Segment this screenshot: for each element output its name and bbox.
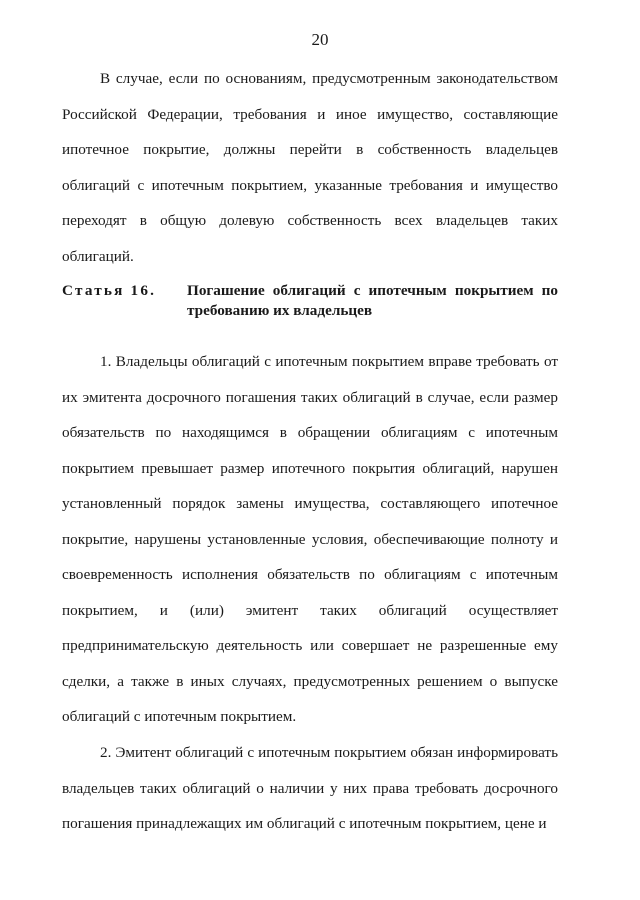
paragraph-common-ownership: В случае, если по основаниям, предусмотренным законодательством Российской Федерации, требования и иное имущество, составляющие ипотечное покрытие, должны перейти в собственность владельцев облигаций с ипотечным покрытием, указанные требования и имущество переходят в общую долевую собственность всех владельцев таких облигаций. bbox=[62, 70, 558, 265]
article-title: Погашение облигаций с ипотечным покрытием по требованию их владельцев bbox=[187, 282, 558, 319]
page-number: 20 bbox=[311, 30, 329, 49]
paragraph-issuer-obligation: 2. Эмитент облигаций с ипотечным покрытием обязан информировать владельцев таких облигаций о наличии у них права требовать досрочного погашения принадлежащих им облигаций с ипотечным покрытием, цене и bbox=[62, 744, 558, 832]
paragraph-early-redemption-right: 1. Владельцы облигаций с ипотечным покрытием вправе требовать от их эмитента досрочного погашения таких облигаций в случае, если размер обязательств по находящимся в обращении облигациям с ипотечным покрытием превышает размер ипотечного покрытия облигаций, нарушен установленный порядок замены имущества, составляющего ипотечное покрытие, нарушены установленные условия, обеспечивающие полноту и своевременность исполнения обязательств по облигациям с ипотечным покрытием, и (или) эмитент таких облигаций осуществляет предпринимательскую деятельность или совершает не разрешенные ему сделки, а также в иных случаях, предусмотренных решением о выпуске облигаций с ипотечным покрытием. bbox=[62, 353, 558, 725]
article-label: Статья 16. bbox=[62, 282, 157, 299]
